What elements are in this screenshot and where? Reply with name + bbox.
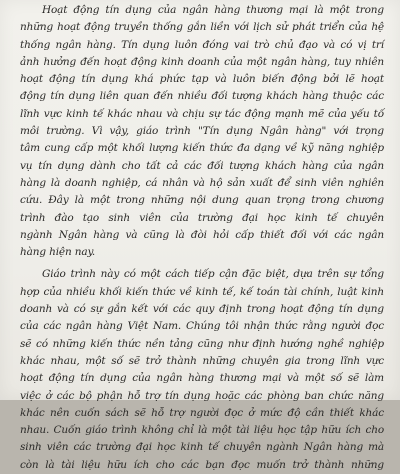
text-line: doanh và có sự gắn kết với các quy định trong hoạt động tín dụng bbox=[20, 303, 384, 316]
text-line: hoạt động tín dụng khá phức tạp và luôn biến động bởi lẽ hoạt bbox=[20, 73, 384, 86]
text-line: những hoạt động truyền thống gắn liền với lịch sử phát triển của hệ bbox=[20, 21, 384, 34]
text-line: vụ tín dụng dành cho tất cả các đối tượng khách hàng của ngân bbox=[20, 159, 384, 172]
text-line: Giáo trình này có một cách tiếp cận đặc biệt, dựa trên sự tổng bbox=[42, 268, 384, 281]
text-line: khác nhau, một số sẽ trở thành những chuyên gia trong lĩnh vực bbox=[20, 354, 384, 367]
text-line: môi trường. Vì vậy, giáo trình "Tín dụng Ngân hàng" với trọng bbox=[20, 125, 384, 138]
text-line: thống ngân hàng. Tín dụng luôn đóng vai trò chủ đạo và có vị trí bbox=[20, 38, 384, 51]
text-line: hàng là doanh nghiệp, cá nhân và hộ sản xuất để sinh viên nghiên bbox=[20, 176, 384, 189]
text-line: ảnh hưởng đến hoạt động kinh doanh của một ngân hàng, tuy nhiên bbox=[20, 55, 384, 68]
paragraph-2 bbox=[20, 266, 384, 474]
text-line: nhau. Cuốn giáo trình không chỉ là một tài liệu học tập hữu ích cho bbox=[20, 424, 384, 437]
text-line: hợp của nhiều khối kiến thức về kinh tế, kế toán tài chính, luật kinh bbox=[20, 285, 384, 298]
text-line: cứu. Đây là một trong những nội dung quan trọng trong chương bbox=[20, 194, 384, 207]
text-line: động tín dụng liên quan đến nhiều đối tượng khách hàng thuộc các bbox=[20, 90, 384, 103]
text-line: sẽ có những kiến thức nền tảng cũng như định hướng nghề nghiệp bbox=[20, 337, 384, 350]
text-line: việc ở các bộ phận hỗ trợ tín dụng hoặc các phòng ban chức năng bbox=[20, 389, 384, 402]
paragraph-1 bbox=[20, 2, 384, 261]
text-line: trình đào tạo sinh viên của trường đại học kinh tế chuyên bbox=[20, 211, 384, 224]
text-line: sinh viên các trường đại học kinh tế chuyên ngành Ngân hàng mà bbox=[20, 441, 384, 454]
text-line: tâm cung cấp một khối lượng kiến thức đa dạng về kỹ năng nghiệp bbox=[20, 142, 384, 155]
text-line: khác nên cuốn sách sẽ hỗ trợ người đọc ở mức độ cần thiết khác bbox=[20, 406, 384, 419]
text-line: hàng hiện nay. bbox=[20, 246, 96, 259]
text-line: ngành Ngân hàng và cũng là đòi hỏi cấp thiết đối với các ngân bbox=[20, 228, 384, 241]
text-line: hoạt động tín dụng của ngân hàng thương mại và một số sẽ làm bbox=[20, 372, 384, 385]
document-body bbox=[20, 2, 384, 474]
text-line: của các ngân hàng Việt Nam. Chúng tôi nhận thức rằng người đọc bbox=[20, 320, 384, 333]
text-line: Hoạt động tín dụng của ngân hàng thương mại là một trong bbox=[42, 4, 384, 16]
text-line: còn là tài liệu hữu ích cho các bạn đọc muốn trở thành những bbox=[20, 458, 384, 471]
text-line: lĩnh vực kinh tế khác nhau và chịu sự tác động mạnh mẽ của yếu tố bbox=[20, 107, 384, 120]
